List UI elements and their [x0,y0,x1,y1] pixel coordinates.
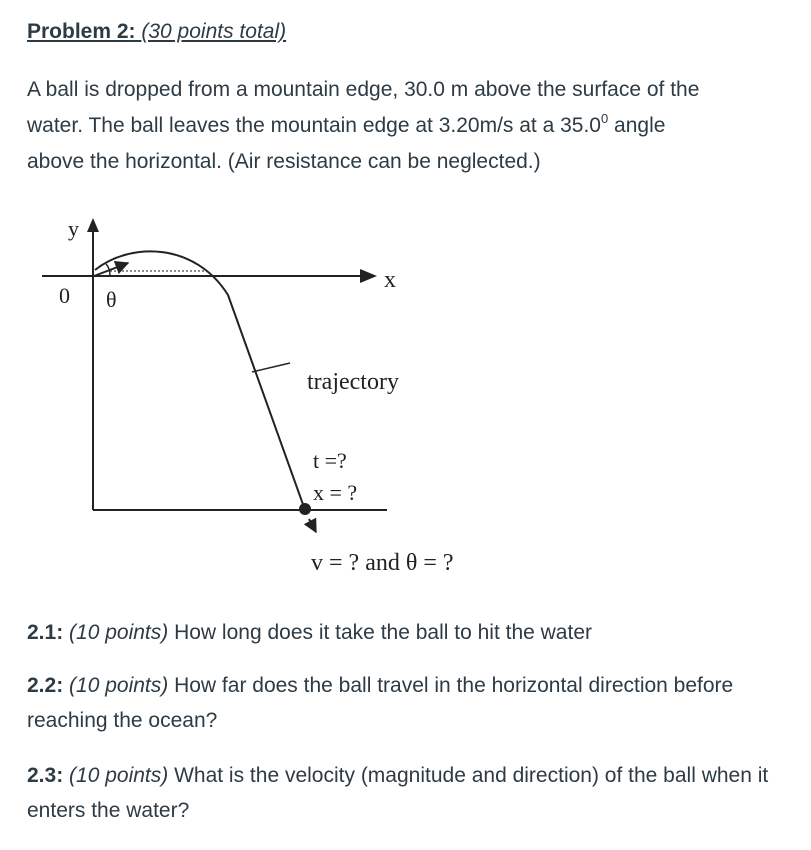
origin-label: 0 [59,283,70,308]
angle-label: θ [106,287,117,312]
trajectory-curve [95,251,305,510]
statement-line-1: A ball is dropped from a mountain edge, 30.0 m above the surface of the [27,78,700,101]
y-axis-arrowhead [87,218,99,232]
trajectory-label: trajectory [307,369,399,395]
question-number: 2.2: [27,674,64,697]
question-2-3 [27,758,797,828]
question-number: 2.1: [27,621,64,644]
trajectory-pointer [252,363,290,372]
question-points: (10 points) [69,764,169,787]
time-label: t =? [313,448,347,473]
question-text: How long does it take the ball to hit the water [168,621,592,644]
initial-velocity-vector [94,263,128,276]
problem-statement [27,72,797,180]
question-text: What is the velocity (magnitude and direction) of the ball when it enters the water? [27,764,769,822]
question-number: 2.3: [27,764,64,787]
x-axis-label: x [384,267,396,293]
statement-line-3: above the horizontal. (Air resistance can be neglected.) [27,150,541,173]
impact-velocity-vector [309,519,316,532]
problem-title: Problem 2: [27,20,136,43]
question-2-1 [27,615,797,650]
question-points: (10 points) [69,674,169,697]
impact-point [299,503,311,515]
velocity-label: v = ? and θ = ? [311,550,454,576]
degree-superscript: 0 [600,111,609,126]
x-axis-arrowhead [360,269,377,283]
statement-line-2-text: water. The ball leaves the mountain edge at 3.20m/s at a 35.0 [27,114,601,137]
problem-points-total: (30 points total) [141,20,287,43]
statement-line-2-end: angle [608,114,666,137]
y-axis-label: y [68,216,79,241]
statement-line-2 [27,108,797,144]
range-label: x = ? [313,480,358,505]
question-text: How far does the ball travel in the horizontal direction before reaching the ocean? [27,674,734,732]
problem-heading [27,20,286,44]
question-2-2 [27,668,797,738]
trajectory-diagram [0,200,811,585]
question-points: (10 points) [69,621,169,644]
